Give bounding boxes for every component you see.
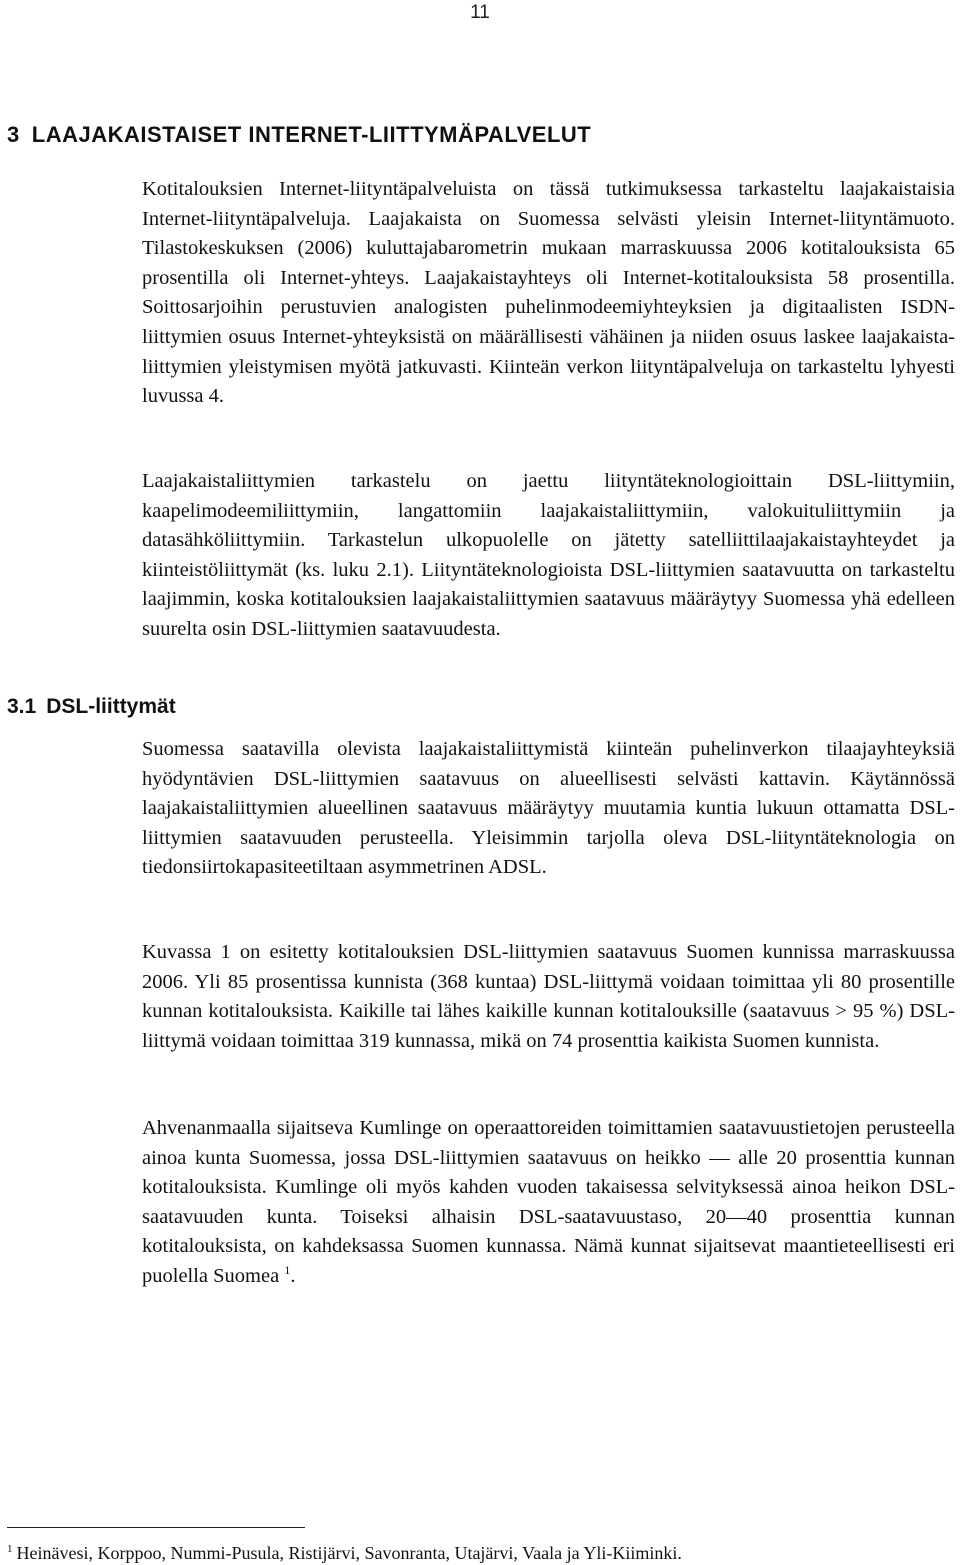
section-title-text: DSL-liittymät xyxy=(46,695,176,718)
footnote xyxy=(7,1538,682,1564)
page-number: 11 xyxy=(470,2,490,23)
footnote-reference[interactable]: 1 xyxy=(284,1263,291,1278)
footnote-divider xyxy=(7,1527,305,1528)
body-paragraph-figure-reference: Kuvassa 1 on esitetty kotitalouksien DSL-liittymien saatavuus Suomen kunnissa marraskuussa 2006. Yli 85 prosentissa kunnista (368 kuntaa) DSL-liittymä voidaan toimittaa yli 80 prosentille kunnan kotitalouksista. Kaikille tai lähes kaikille kunnan kotitalouksille (saatavuus > 95 %) DSL-liittymä voidaan toimittaa 319 kunnassa, mikä on 74 prosenttia kaikista Suomen kunnista. xyxy=(142,941,955,1052)
footnote-text: Heinävesi, Korppoo, Nummi-Pusula, Ristijärvi, Savonranta, Utajärvi, Vaala ja Yli-Kiiminki. xyxy=(16,1543,682,1563)
section-title xyxy=(7,695,176,719)
body-paragraph-dsl-availability: Suomessa saatavilla olevista laajakaistaliittymistä kiinteän puhelinverkon tilaajayhteyksiä hyödyntävien DSL-liittymien saatavuus on alueellisesti selvästi kattavin. Käytännössä laajakaistaliittymien alueellinen saatavuus määräytyy muutamia kuntia lukuun ottamatta DSL-liittymien saatavuuden perusteella. Yleisimmin tarjolla oleva DSL-liityntäteknologia on tiedonsiirtokapasiteetiltaan asymmetrinen ADSL. xyxy=(142,738,955,879)
chapter-number: 3 xyxy=(7,122,20,147)
paragraph-text: Ahvenanmaalla sijaitseva Kumlinge on operaattoreiden toimittamien saatavuustietojen perusteella ainoa kunta Suomessa, jossa DSL-liittymien saatavuus on heikko — alle 20 prosenttia kunnan kotitalouksista. Kumlinge oli myös kahden vuoden takaisessa selvityksessä ainoa heikon DSL-saatavuuden kunta. Toiseksi alhaisin DSL-saatavuustaso, 20—40 prosenttia kunnan kotitalouksista, on kahdeksassa Suomen kunnassa. Nämä kunnat sijaitsevat maantieteellisesti eri puolella Suomea xyxy=(142,1117,955,1287)
paragraph-end-punctuation: . xyxy=(290,1264,296,1287)
chapter-title-text: LAAJAKAISTAISET INTERNET-LIITTYMÄPALVELUT xyxy=(31,122,592,147)
body-paragraph-intro: Kotitalouksien Internet-liityntäpalveluista on tässä tutkimuksessa tarkasteltu laajakaistaisia Internet-liityntäpalveluja. Laajakaista on Suomessa selvästi yleisin Internet-liityntämuoto. Tilastokeskuksen (2006) kuluttajabarometrin mukaan marraskuussa 2006 kotitalouksista 65 prosentilla oli Internet-yhteys. Laajakaistayhteys oli Internet-kotitalouksista 58 prosentilla. Soittosarjoihin perustuvien analogisten puhelinmodeemiyhteyksien ja digitaalisten ISDN-liittymien osuus Internet-yhteyksistä on määrällisesti vähäinen ja niiden osuus laskee laajakaistaliittymien yleistymisen myötä jatkuvasti. Kiinteän verkon liityntäpalveluja on tarkasteltu lyhyesti luvussa 4. xyxy=(142,178,955,408)
chapter-title xyxy=(7,122,591,148)
footnote-marker: 1 xyxy=(7,1543,13,1555)
section-number: 3.1 xyxy=(7,695,37,718)
body-paragraph-broadband-types: Laajakaistaliittymien tarkastelu on jaettu liityntäteknologioittain DSL-liittymiin, kaapelimodeemiliittymiin, langattomiin laajakaistaliittymiin, valokuituliittymiin ja datasähköliittymiin. Tarkastelun ulkopuolelle on jätetty satelliittilaajakaistayhteydet ja kiinteistöliittymät (ks. luku 2.1). Liityntäteknologioista DSL-liittymien saatavuutta on tarkasteltu laajimmin, koska kotitalouksien laajakaistaliittymien saatavuus määräytyy Suomessa yhä edelleen suurelta osin DSL-liittymien saatavuudesta. xyxy=(142,470,955,640)
body-paragraph-kumlinge xyxy=(142,1114,955,1292)
